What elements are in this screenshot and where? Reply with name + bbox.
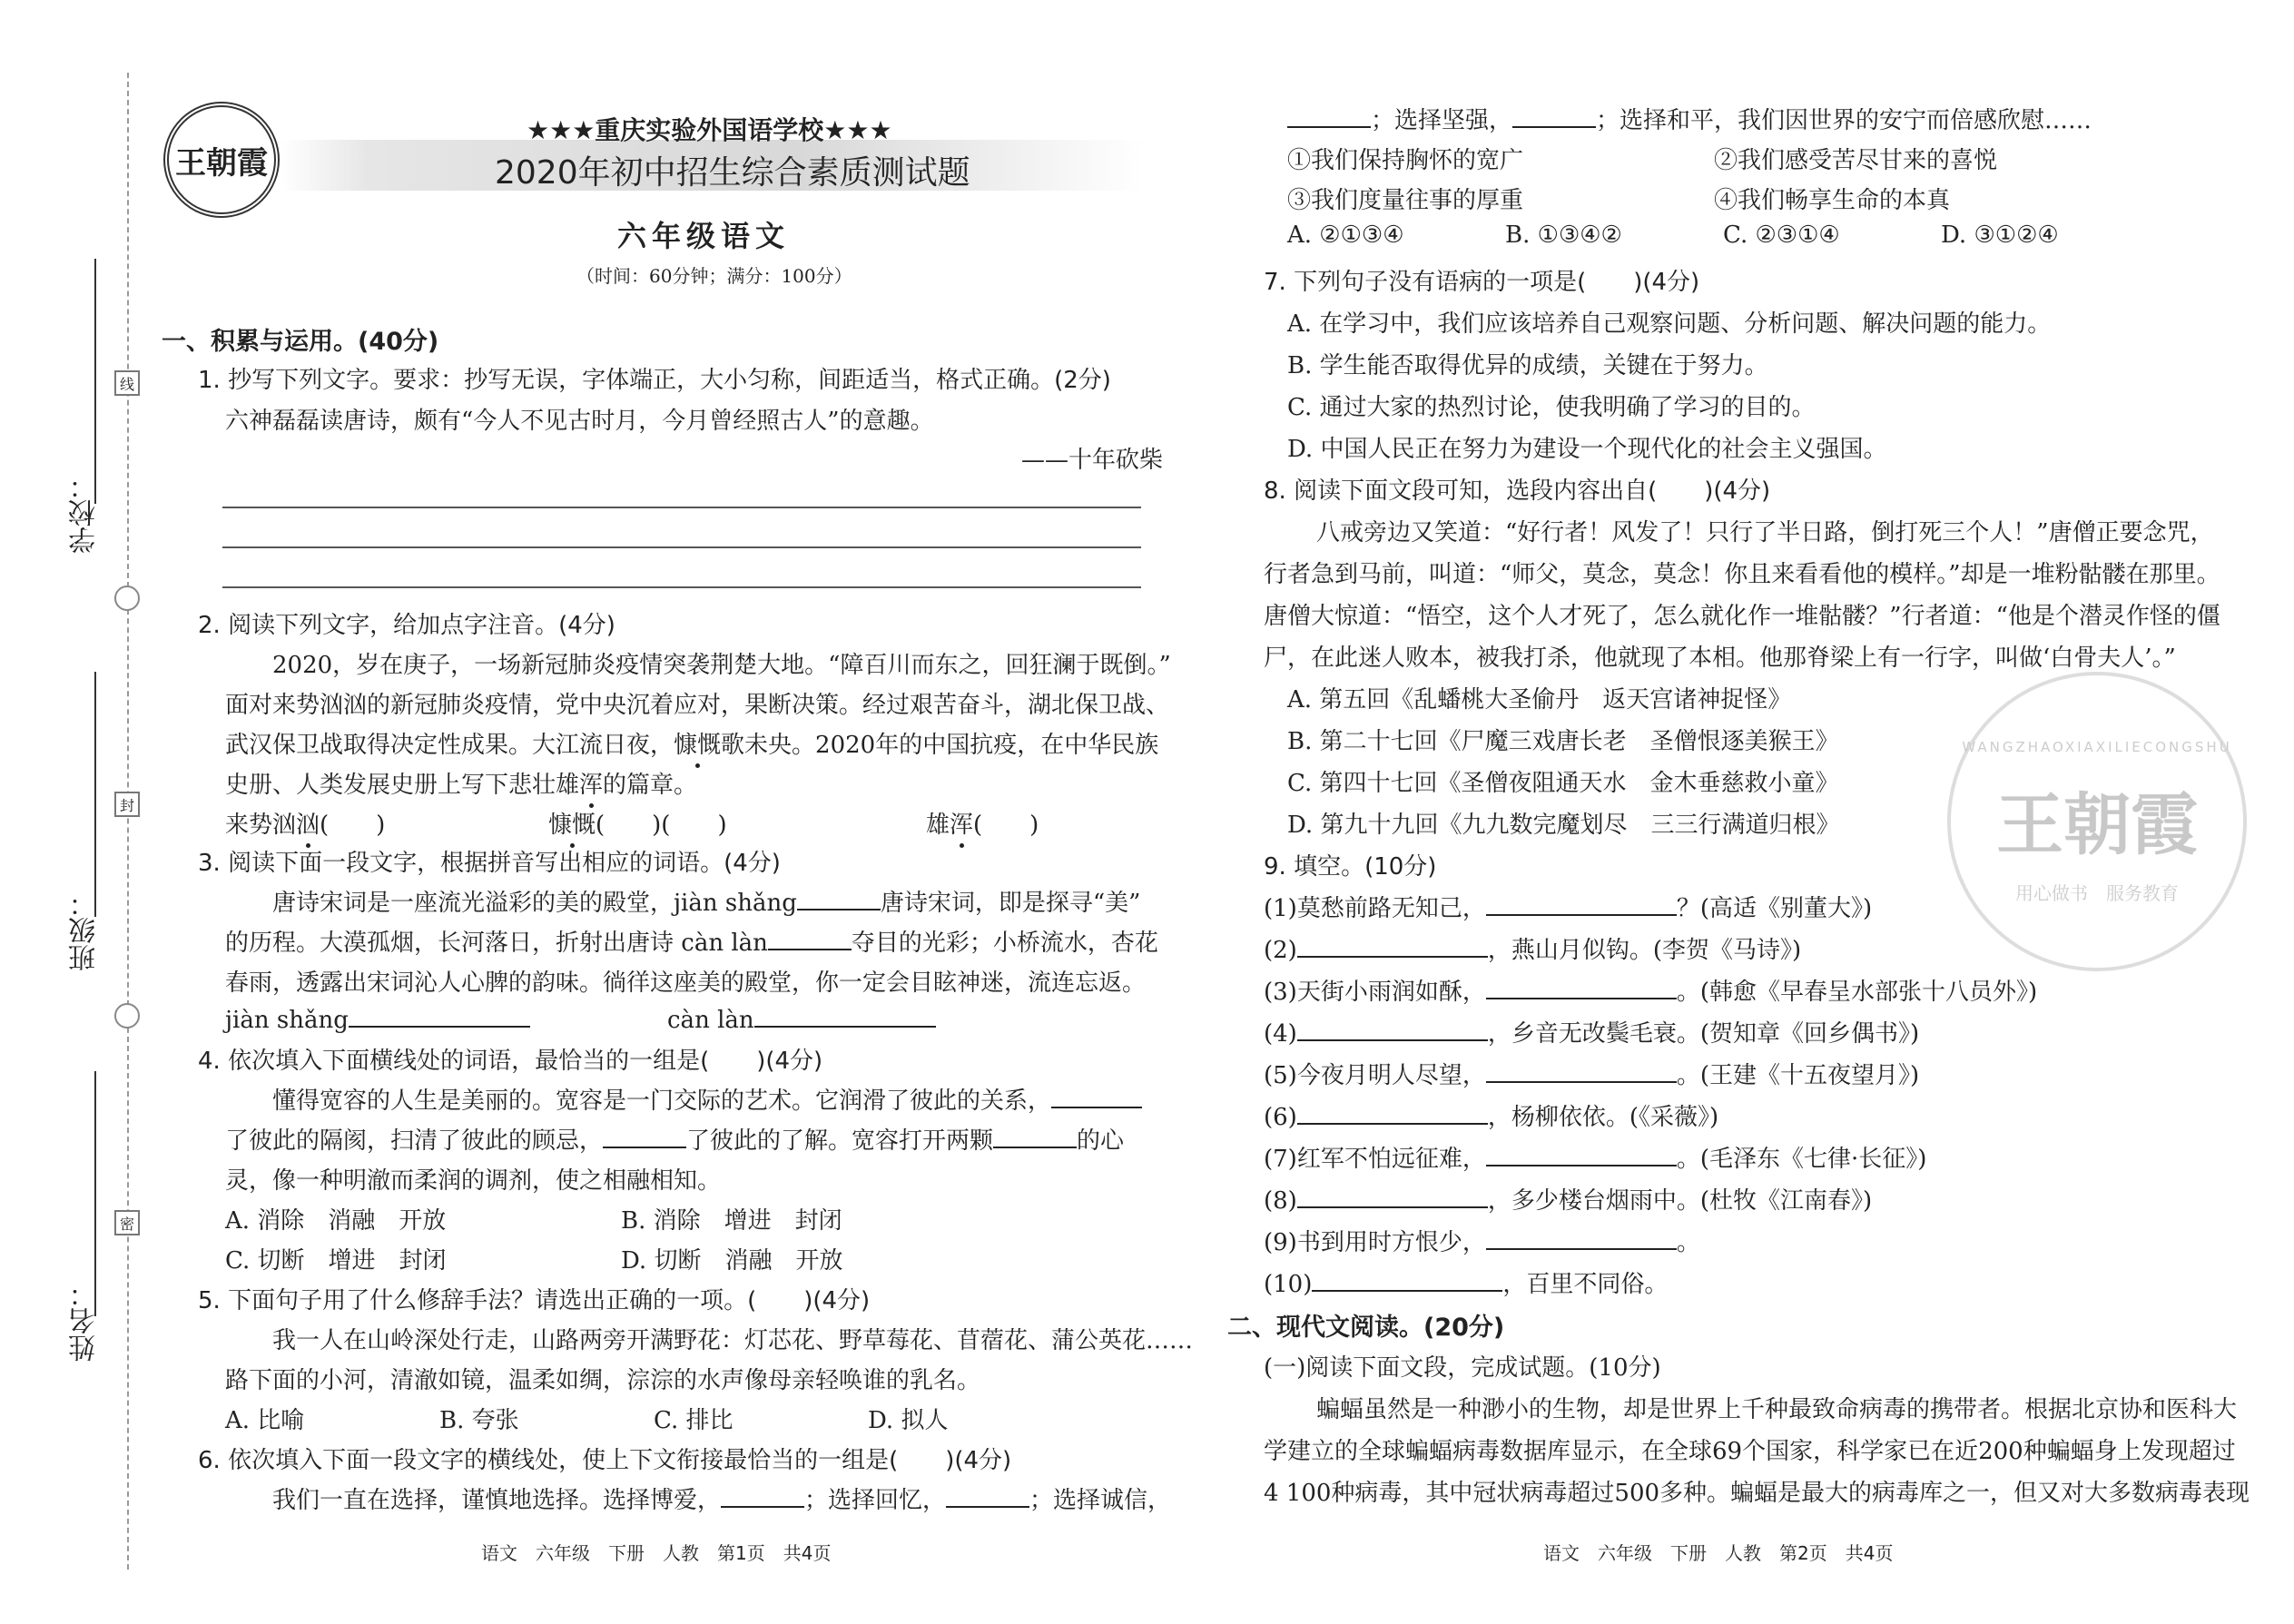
blank[interactable]: [1051, 1085, 1142, 1108]
exam-title: 2020年初中招生综合素质测试题: [495, 154, 970, 192]
fill-item-6: (6) ，杨柳依依。(《采薇》): [1264, 1098, 1718, 1132]
publisher-logo: 王朝霞: [163, 102, 280, 218]
q4-line: 懂得宽容的人生是美丽的。宽容是一门交际的艺术。它润滑了彼此的关系，: [272, 1082, 1142, 1116]
q6-option-c[interactable]: C. ②③①④: [1723, 221, 1840, 249]
q5-prompt: 5. 下面句子用了什么修辞手法？请选出正确的一项。( )(4分): [198, 1287, 871, 1314]
q2-answer-3[interactable]: 雄浑( ): [926, 812, 1039, 839]
q8-line: 八戒旁边又笑道：“好行者！风发了！只行了半日路，倒打死三个人！”唐僧正要念咒，: [1316, 519, 2214, 546]
q6-prompt: 6. 依次填入下面一段文字的横线处，使上下文衔接最恰当的一组是( )(4分): [198, 1447, 1012, 1474]
q7-option-d[interactable]: D. 中国人民正在努力为建设一个现代化的社会主义强国。: [1287, 436, 1887, 463]
binding-hole: [114, 586, 140, 611]
q6-line: ；选择坚强， ；选择和平，我们因世界的安宁而倍感欣慰……: [1287, 102, 2092, 135]
subject-title: 六年级语文: [617, 219, 791, 253]
q7-option-a[interactable]: A. 在学习中，我们应该培养自己观察问题、分析问题、解决问题的能力。: [1287, 310, 2052, 338]
blank[interactable]: [1486, 1059, 1677, 1083]
class-label: 班级：: [69, 890, 101, 971]
q2-prompt: 2. 阅读下列文字，给加点字注音。(4分): [198, 612, 615, 639]
binding-margin: [0, 0, 150, 1624]
q2-answer-2[interactable]: 慷慨( )( ): [548, 812, 727, 839]
q1-author: ——十年砍柴: [1021, 447, 1164, 474]
q4-prompt: 4. 依次填入下面横线处的词语，最恰当的一组是( )(4分): [198, 1048, 823, 1075]
school-label: 学校：: [69, 472, 101, 554]
q4-line: 灵，像一种明澈而柔润的调剂，使之相融相知。: [225, 1167, 722, 1195]
fill-item-5: (5)今夜月明人尽望， 。(王建《十五夜望月》): [1264, 1057, 1919, 1090]
q6-option-d[interactable]: D. ③①②④: [1941, 221, 2059, 249]
blank[interactable]: [721, 1484, 804, 1508]
blank[interactable]: [1297, 934, 1488, 958]
blank[interactable]: [993, 1125, 1077, 1148]
q2-line: 2020，岁在庚子，一场新冠肺炎疫情突袭荆楚大地。“障百川而东之，回狂澜于既倒。”: [272, 652, 1171, 679]
school-name: ★★★重庆实验外国语学校★★★: [527, 115, 892, 145]
q2-answer-1[interactable]: 来势汹汹( ): [225, 812, 386, 839]
fill-item-4: (4) ，乡音无改鬓毛衰。(贺知章《回乡偶书》): [1264, 1015, 1919, 1048]
blank[interactable]: [1312, 1268, 1502, 1292]
stamp-ring-text: WANGZHAOXIAXILIECONGSHU: [1962, 738, 2232, 755]
binding-mark-feng: 封: [114, 792, 140, 817]
q8-option-d[interactable]: D. 第九十九回《九九数完魔划尽 三三行满道归根》: [1287, 812, 1840, 839]
q8-option-c[interactable]: C. 第四十七回《圣僧夜阻通天水 金木垂慈救小童》: [1287, 770, 1839, 797]
q1-text: 六神磊磊读唐诗，颇有“今人不见古时月，今月曾经照古人”的意趣。: [225, 408, 934, 435]
binding-dashed-line: [127, 73, 129, 1570]
q8-option-b[interactable]: B. 第二十七回《尸魔三戏唐长老 圣僧恨逐美猴王》: [1287, 728, 1839, 755]
q5-line: 我一人在山岭深处行走，山路两旁开满野花：灯芯花、野草莓花、苜蓿花、蒲公英花……: [272, 1327, 1194, 1354]
blank[interactable]: [797, 887, 881, 910]
writing-line[interactable]: [222, 507, 1141, 508]
q6-choice-3: ③我们度量往事的厚重: [1287, 187, 1524, 214]
q4-option-a[interactable]: A. 消除 消融 开放: [225, 1207, 447, 1235]
q4-line: 了彼此的隔阂，扫清了彼此的顾忌， 了彼此的了解。宽容打开两颗 的心: [225, 1122, 1124, 1156]
q3-line: 春雨，透露出宋词沁人心脾的韵味。徜徉这座美的殿堂，你一定会目眩神迷，流连忘返。: [225, 969, 1147, 997]
q7-option-b[interactable]: B. 学生能否取得优异的成绩，关键在于努力。: [1287, 352, 1768, 379]
class-line: [94, 672, 96, 917]
q3-line: 唐诗宋词是一座流光溢彩的美的殿堂，jiàn shǎng 唐诗宋词，即是探寻“美”: [272, 884, 1140, 918]
blank[interactable]: [1512, 104, 1596, 128]
q4-option-c[interactable]: C. 切断 增进 封闭: [225, 1247, 447, 1275]
school-line: [94, 259, 96, 504]
exam-time: （时间：60分钟；满分：100分）: [576, 265, 852, 287]
q8-prompt: 8. 阅读下面文段可知，选段内容出自( )(4分): [1264, 477, 1771, 505]
blank[interactable]: [946, 1484, 1029, 1508]
q2-line: 史册、人类发展史册上写下悲壮雄浑的篇章。: [225, 772, 698, 799]
q7-option-c[interactable]: C. 通过大家的热烈讨论，使我明确了学习的目的。: [1287, 394, 1816, 421]
fill-item-8: (8) ，多少楼台烟雨中。(杜牧《江南春》): [1264, 1182, 1872, 1216]
fill-item-1: (1)莫愁前路无知己， ？(高适《别董大》): [1264, 890, 1872, 923]
blank[interactable]: [1486, 892, 1677, 916]
blank[interactable]: [1486, 1226, 1677, 1250]
binding-mark-xian: 线: [114, 370, 140, 396]
q2-line: 面对来势汹汹的新冠肺炎疫情，党中央沉着应对，果断决策。经过艰苦奋斗，湖北保卫战、: [225, 692, 1170, 719]
fill-item-10: (10) ，百里不同俗。: [1264, 1265, 1668, 1299]
blank[interactable]: [1486, 976, 1677, 999]
fill-item-2: (2) ，燕山月似钩。(李贺《马诗》): [1264, 931, 1801, 965]
fill-item-7: (7)红军不怕远征难， 。(毛泽东《七律·长征》): [1264, 1140, 1926, 1174]
q3-line: 的历程。大漠孤烟，长河落日，折射出唐诗 càn làn 夺目的光彩；小桥流水，杏花: [225, 924, 1158, 958]
q7-prompt: 7. 下列句子没有语病的一项是( )(4分): [1264, 269, 1700, 296]
reading-line: 4 100种病毒，其中冠状病毒超过500多种。蝙蝠是最大的病毒库之一，但又对大多数病毒表现: [1264, 1480, 2250, 1507]
q8-line: 行者急到马前，叫道：“师父，莫念，莫念！你且来看看他的模样。”却是一堆粉骷髅在那里。: [1264, 561, 2220, 588]
q8-option-a[interactable]: A. 第五回《乱蟠桃大圣偷丹 返天宫诸神捉怪》: [1287, 686, 1792, 714]
reading-line: 蝙蝠虽然是一种渺小的生物，却是世界上千种最致命病毒的携带者。根据北京协和医科大: [1316, 1396, 2238, 1423]
blank[interactable]: [603, 1125, 686, 1148]
q6-choice-2: ②我们感受苦尽甘来的喜悦: [1714, 147, 1998, 174]
q5-option-d[interactable]: D. 拟人: [868, 1407, 949, 1434]
q6-line: 我们一直在选择，谨慎地选择。选择博爱， ；选择回忆， ；选择诚信，: [272, 1481, 1171, 1515]
stamp-motto: 用心做书 服务教育: [2015, 881, 2179, 904]
q4-option-d[interactable]: D. 切断 消融 开放: [621, 1247, 843, 1275]
blank[interactable]: [1287, 104, 1371, 128]
q4-option-b[interactable]: B. 消除 增进 封闭: [621, 1207, 842, 1235]
q6-option-a[interactable]: A. ②①③④: [1287, 221, 1404, 249]
q5-option-a[interactable]: A. 比喻: [225, 1407, 305, 1434]
section-2-title: 二、现代文阅读。(20分): [1227, 1314, 1505, 1342]
blank[interactable]: [768, 927, 852, 950]
q3-answer-1[interactable]: jiàn shǎng: [225, 1004, 530, 1034]
fill-item-9: (9)书到用时方恨少， 。: [1264, 1224, 1700, 1257]
q9-prompt: 9. 填空。(10分): [1264, 853, 1437, 881]
q5-line: 路下面的小河，清澈如镜，温柔如绸，淙淙的水声像母亲轻唤谁的乳名。: [225, 1367, 981, 1394]
page-footer-1: 语文 六年级 下册 人教 第1页 共4页: [481, 1542, 832, 1564]
section-1-title: 一、积累与运用。(40分): [162, 328, 439, 356]
reading-1-title: (一)阅读下面文段，完成试题。(10分): [1264, 1354, 1661, 1382]
binding-mark-mi: 密: [114, 1210, 140, 1235]
page-footer-2: 语文 六年级 下册 人教 第2页 共4页: [1543, 1542, 1894, 1564]
q6-choice-1: ①我们保持胸怀的宽广: [1287, 147, 1524, 174]
writing-line[interactable]: [222, 586, 1141, 588]
blank[interactable]: [1297, 1018, 1488, 1041]
q6-option-b[interactable]: B. ①③④②: [1505, 221, 1622, 249]
q8-line: 唐僧大惊道：“悟空，这个人才死了，怎么就化作一堆骷髅？”行者道：“他是个潜灵作怪的僵: [1264, 603, 2220, 630]
watermark-stamp: [1947, 672, 2247, 971]
name-label: 姓名：: [69, 1280, 101, 1362]
q3-answer-2[interactable]: càn làn: [667, 1004, 936, 1034]
q3-prompt: 3. 阅读下面一段文字，根据拼音写出相应的词语。(4分): [198, 850, 781, 877]
q5-option-b[interactable]: B. 夸张: [439, 1407, 519, 1434]
blank[interactable]: [1297, 1185, 1488, 1208]
reading-line: 学建立的全球蝙蝠病毒数据库显示，在全球69个国家，科学家已在近200种蝙蝠身上发现超过: [1264, 1438, 2236, 1465]
stamp-name: 王朝霞: [1996, 785, 2198, 864]
blank[interactable]: [1297, 1101, 1488, 1125]
binding-hole: [114, 1003, 140, 1029]
q2-line: 武汉保卫战取得决定性成果。大江流日夜，慷慨歌未央。2020年的中国抗疫，在中华民族: [225, 732, 1159, 759]
q6-choice-4: ④我们畅享生命的本真: [1714, 187, 1951, 214]
blank[interactable]: [1486, 1143, 1677, 1166]
q8-line: 尸，在此迷人败本，被我打杀，他就现了本相。他那脊梁上有一行字，叫做‘白骨夫人’。”: [1264, 645, 2176, 672]
q1-prompt: 1. 抄写下列文字。要求：抄写无误，字体端正，大小匀称，间距适当，格式正确。(2分): [198, 367, 1111, 394]
q5-option-c[interactable]: C. 排比: [654, 1407, 733, 1434]
fill-item-3: (3)天街小雨润如酥， 。(韩愈《早春呈水部张十八员外》): [1264, 973, 2037, 1007]
writing-line[interactable]: [222, 546, 1141, 548]
